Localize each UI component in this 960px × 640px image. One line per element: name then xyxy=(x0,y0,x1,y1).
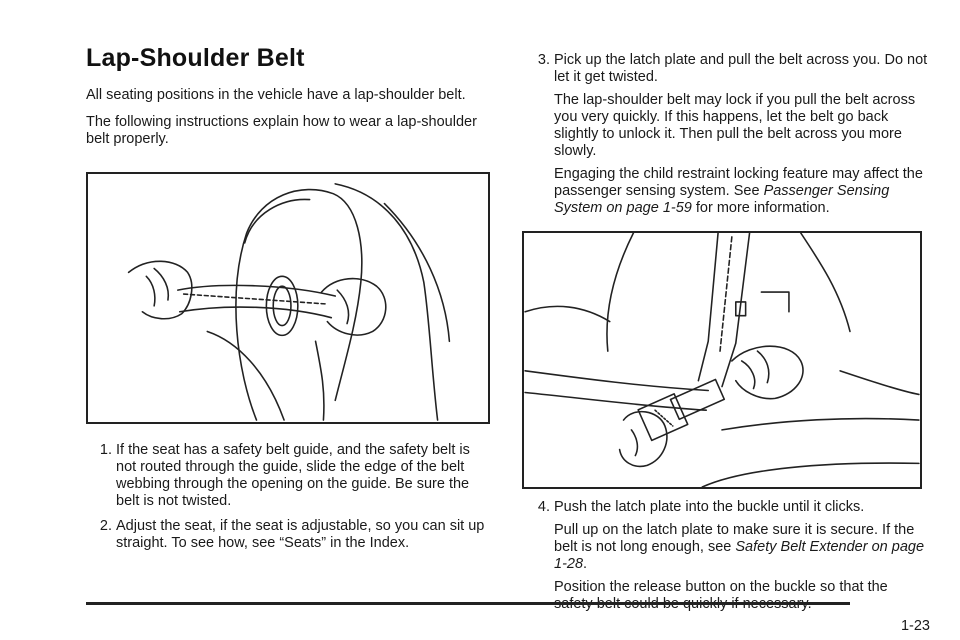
step-3 xyxy=(524,52,929,217)
step-3-details xyxy=(554,92,929,217)
steps-list-right xyxy=(524,52,929,217)
reference-tail-text: for more information. xyxy=(691,200,830,216)
step-text: Pick up the latch plate and pull the belt across you. Do not let it get twisted. xyxy=(554,52,928,85)
page-title: Lap-Shoulder Belt xyxy=(86,44,305,72)
step-4 xyxy=(524,499,929,613)
buckle-latch-drawing xyxy=(524,233,920,487)
page-number: 1-23 xyxy=(900,618,930,634)
step-text: Push the latch plate into the buckle until it clicks. xyxy=(554,499,865,515)
right-column xyxy=(524,52,929,621)
intro-paragraph-2: The following instructions explain how to wear a lap-shoulder belt properly. xyxy=(86,114,477,147)
step-3-note: The lap-shoulder belt may lock if you pull the belt across you very quickly. If this happens, let the belt go back slightly to unlock it. Then pull the belt across you more slowly. xyxy=(554,92,916,159)
reference-tail-text: . xyxy=(583,556,588,572)
passenger-sensing-reference: Passenger Sensing System on page 1-59 xyxy=(554,183,890,216)
step-3-reference-paragraph xyxy=(554,166,929,217)
reference-lead-text: Engaging the child restraint locking feature may affect the passenger sensing system. See xyxy=(554,166,923,199)
belt-extender-reference: Safety Belt Extender on page 1-28 xyxy=(554,539,925,572)
step-2 xyxy=(86,518,490,552)
buckle-latch-illustration xyxy=(522,231,922,489)
step-text: If the seat has a safety belt guide, and the safety belt is not routed through the guide, slide the edge of the belt webbing through the opening on the guide. Be sure the belt is not twisted. xyxy=(116,442,470,509)
seat-belt-guide-drawing xyxy=(88,174,488,422)
footer-rule xyxy=(86,602,850,605)
step-text: Adjust the seat, if the seat is adjustable, so you can sit up straight. To see how, see “Seats” in the Index. xyxy=(116,518,485,551)
step-number: 1. xyxy=(99,442,112,458)
step-4-release-note: Position the release button on the buckle so that the xyxy=(554,579,888,595)
seat-belt-guide-illustration xyxy=(86,172,490,424)
step-4-reference-paragraph xyxy=(554,522,929,573)
step-4-details xyxy=(554,522,929,613)
step-1 xyxy=(86,442,490,510)
reference-lead-text: Pull up on the latch plate to make sure it is secure. If the belt is not long enough, see xyxy=(554,522,915,555)
step-number: 3. xyxy=(537,52,550,68)
steps-list-left xyxy=(86,442,490,552)
step-number: 2. xyxy=(99,518,112,534)
steps-list-right-continued xyxy=(524,499,929,613)
step-number: 4. xyxy=(537,499,550,515)
left-column xyxy=(86,44,490,560)
intro-paragraph-1: All seating positions in the vehicle have a lap-shoulder belt. xyxy=(86,87,466,103)
